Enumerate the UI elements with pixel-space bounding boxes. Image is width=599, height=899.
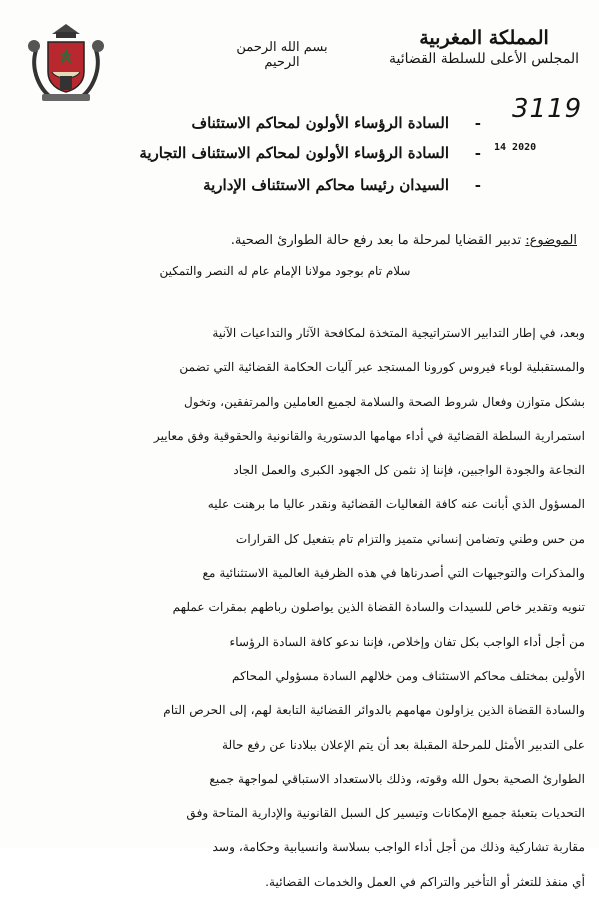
recipient-line — [119, 176, 481, 194]
body-line: التحديات بتعبئة جميع الإمكانات وتيسير كل السبل القانونية والإدارية المتاحة وفق — [186, 806, 585, 821]
recipient-text: السيدان رئيسا محاكم الاستئناف الإدارية — [203, 176, 449, 194]
recipient-bullet: - — [474, 144, 481, 162]
reference-number: 3119 — [512, 94, 583, 124]
body-line: والسادة القضاة الذين يزاولون مهامهم بالدوائر القضائية التابعة لهم، إلى الحرص التام — [163, 703, 585, 718]
body-line: والمستقبلية لوباء فيروس كورونا المستجد عبر آليات الحكامة القضائية التي تضمن — [179, 360, 585, 375]
recipient-line — [119, 144, 481, 162]
body-line: من حس وطني وتضامن إنساني متميز والتزام تام بتفعيل كل القرارات — [235, 531, 585, 546]
recipient-text: السادة الرؤساء الأولون لمحاكم الاستئناف — [191, 114, 449, 132]
kingdom-name: المملكة المغربية — [419, 27, 549, 49]
body-line: النجاعة والجودة الواجبين، فإننا إذ نثمن كل الجهود الكبرى والعمل الجاد — [233, 463, 585, 478]
body-line: على التدبير الأمثل للمرحلة المقبلة بعد أن يتم الإعلان ببلادنا عن رفع حالة — [221, 737, 585, 752]
body-line: المسؤول الذي أبانت عنه كافة الفعاليات القضائية ونقدر عاليا ما برهنت عليه — [207, 497, 585, 512]
body-line: من أجل أداء الواجب بكل تفان وإخلاص، فإننا ندعو كافة السادة الرؤساء — [229, 634, 585, 649]
body-line: مقاربة تشاركية وذلك من أجل أداء الواجب بسلاسة وانسيابية وحكامة، وسد — [212, 840, 585, 855]
body-line: استمرارية السلطة القضائية في أداء مهامها الدستورية والقانونية والحقوقية وفق معايير — [153, 428, 585, 443]
subject-label: الموضوع: — [525, 233, 577, 248]
recipient-line — [119, 114, 481, 132]
letter-date: 14 2020 — [494, 142, 537, 153]
body-line: أي منفذ للتعثر أو التأخير والتراكم في العمل والخدمات القضائية. — [265, 874, 585, 889]
letter-body — [55, 316, 585, 899]
coat-of-arms-emblem — [22, 20, 110, 106]
subject-line — [17, 233, 577, 248]
council-name: المجلس الأعلى للسلطة القضائية — [389, 51, 579, 67]
body-line: وبعد، في إطار التدابير الاستراتيجية المتخذة لمكافحة الآثار والتداعيات الآنية — [212, 326, 585, 340]
body-line: الطوارئ الصحية بحول الله وقوته، وذلك بالاستعداد الاستباقي لمواجهة جميع — [209, 771, 585, 786]
body-line: بشكل متوازن وفعال شروط الصحة والسلامة لجميع العاملين والمرتفقين، وتخول — [184, 394, 585, 409]
recipient-text: السادة الرؤساء الأولون لمحاكم الاستئناف التجارية — [139, 144, 449, 162]
institution-heading — [389, 26, 579, 68]
recipient-bullet: - — [474, 114, 481, 132]
greeting-line: سلام تام بوجود مولانا الإمام عام له النصر والتمكين — [159, 264, 411, 278]
basmala: بسم الله الرحمن الرحيم — [236, 40, 328, 70]
body-line: الأولين بمختلف محاكم الاستئناف ومن خلالهم السادة مسؤولي المحاكم — [232, 668, 585, 683]
body-line: والمذكرات والتوجيهات التي أصدرناها في هذه الظرفية العالمية الاستثنائية مع — [202, 566, 585, 581]
body-line: تنويه وتقدير خاص للسيدات والسادة القضاة الذين يواصلون رباطهم بمقرات عملهم — [172, 600, 585, 615]
subject-text: تدبير القضايا لمرحلة ما بعد رفع حالة الطوارئ الصحية. — [230, 233, 522, 248]
recipient-bullet: - — [474, 176, 481, 194]
